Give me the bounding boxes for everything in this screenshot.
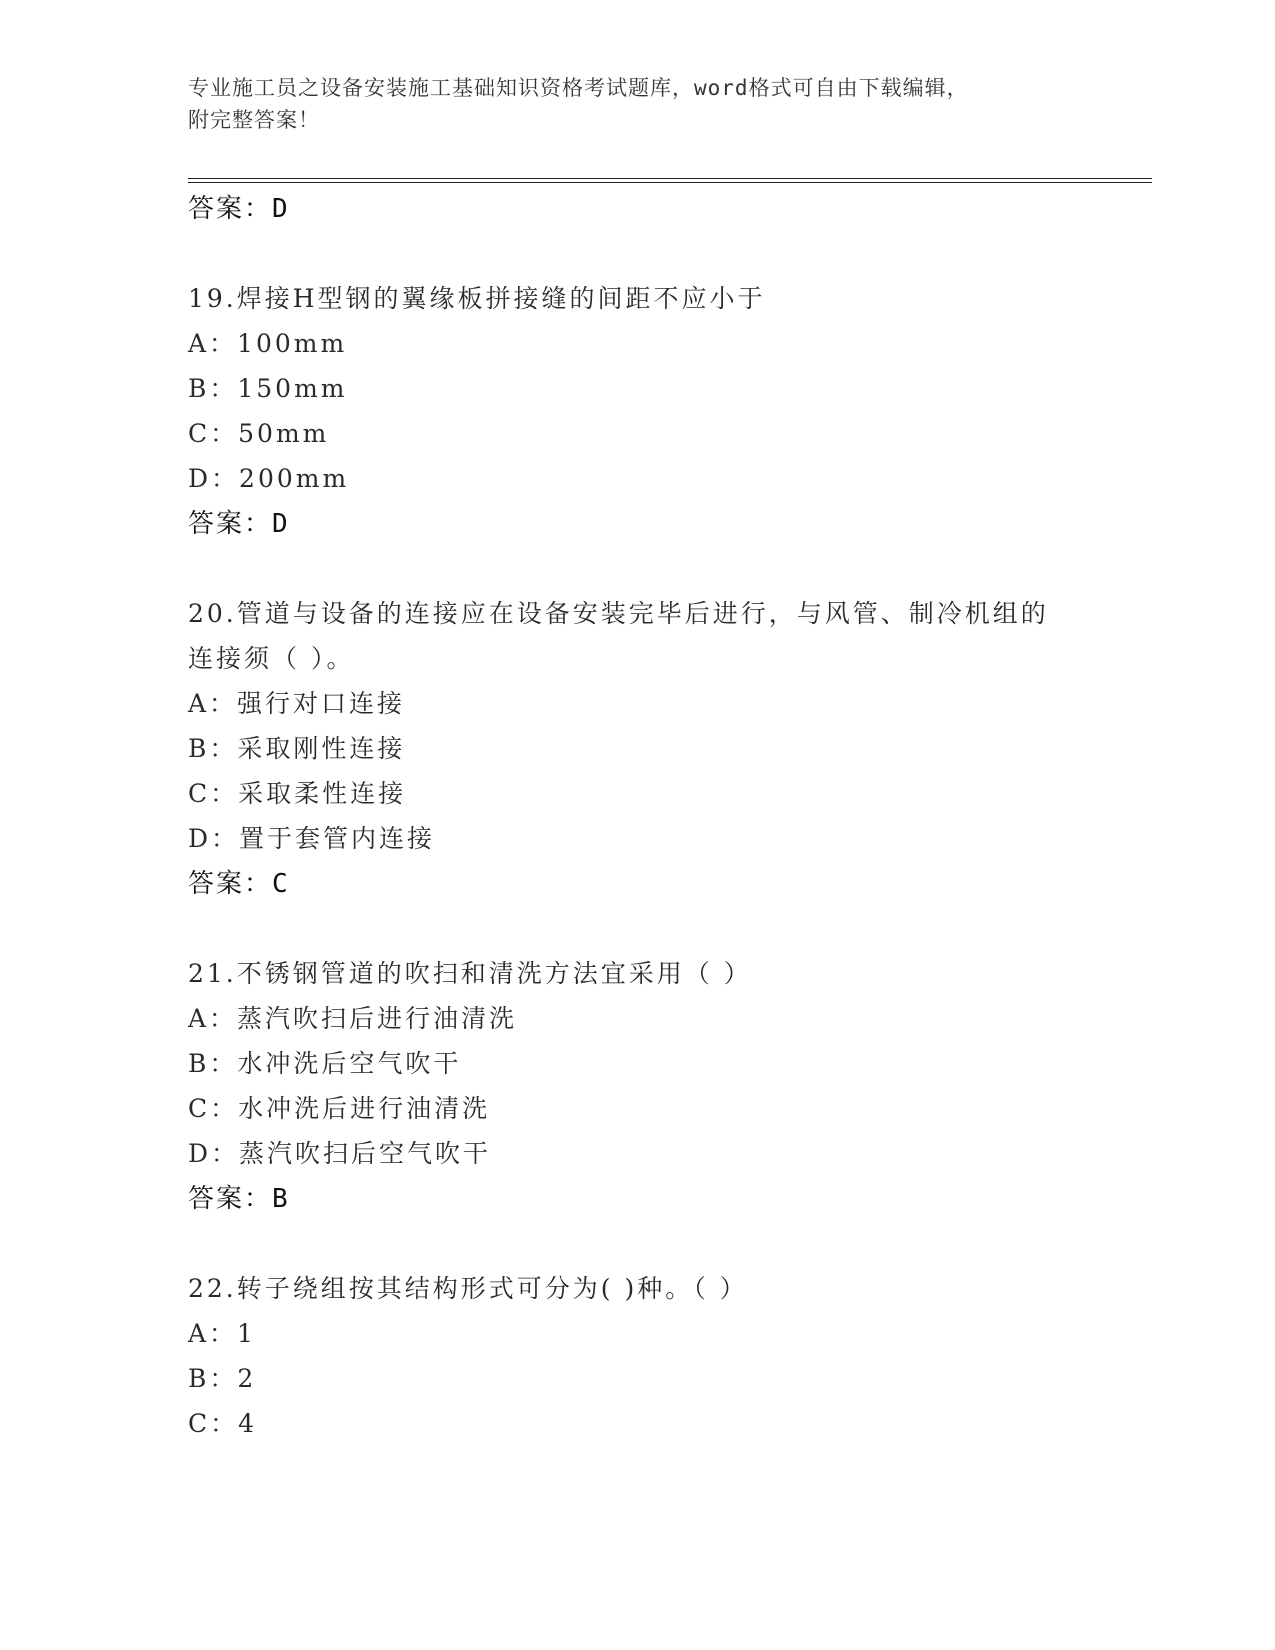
question-21-option-c: C：水冲洗后进行油清洗: [188, 1094, 491, 1123]
question-22-stem: 22.转子绕组按其结构形式可分为( )种。（ ）: [188, 1274, 748, 1303]
question-19-stem: 19.焊接H型钢的翼缘板拼接缝的间距不应小于: [188, 284, 766, 313]
question-21-stem: 21.不锈钢管道的吹扫和清洗方法宜采用（ ）: [188, 959, 752, 988]
question-20-option-c: C：采取柔性连接: [188, 779, 407, 808]
question-22-option-b: B：2: [188, 1364, 257, 1393]
question-20-option-a: A：强行对口连接: [188, 689, 406, 718]
header-divider-bottom: [188, 182, 1152, 183]
question-22-option-a: A：1: [188, 1319, 256, 1348]
question-20-stem-line-2: 连接须（ ）。: [188, 644, 355, 673]
page-header: [188, 72, 1088, 136]
previous-answer: 答案：D: [188, 194, 290, 224]
question-19-answer: 答案：D: [188, 509, 290, 539]
question-21-option-d: D：蒸汽吹扫后空气吹干: [188, 1139, 492, 1168]
question-19-option-b: B：150mm: [188, 374, 348, 403]
question-21-option-a: A：蒸汽吹扫后进行油清洗: [188, 1004, 518, 1033]
question-22-option-c: C：4: [188, 1409, 258, 1438]
question-20-stem-line-1: 20.管道与设备的连接应在设备安装完毕后进行，与风管、制冷机组的: [188, 599, 1049, 628]
question-20-option-d: D：置于套管内连接: [188, 824, 436, 853]
question-21-answer: 答案：B: [188, 1184, 290, 1214]
question-19-option-a: A：100mm: [188, 329, 348, 358]
question-20-option-b: B：采取刚性连接: [188, 734, 406, 763]
header-divider-top: [188, 178, 1152, 179]
question-19-option-c: C：50mm: [188, 419, 330, 448]
question-21-option-b: B：水冲洗后空气吹干: [188, 1049, 462, 1078]
header-line-2: 附完整答案！: [188, 108, 320, 132]
question-20-answer: 答案：C: [188, 869, 290, 899]
question-19-option-d: D：200mm: [188, 464, 350, 493]
header-line-1: 专业施工员之设备安装施工基础知识资格考试题库，word格式可自由下载编辑，: [188, 76, 969, 100]
